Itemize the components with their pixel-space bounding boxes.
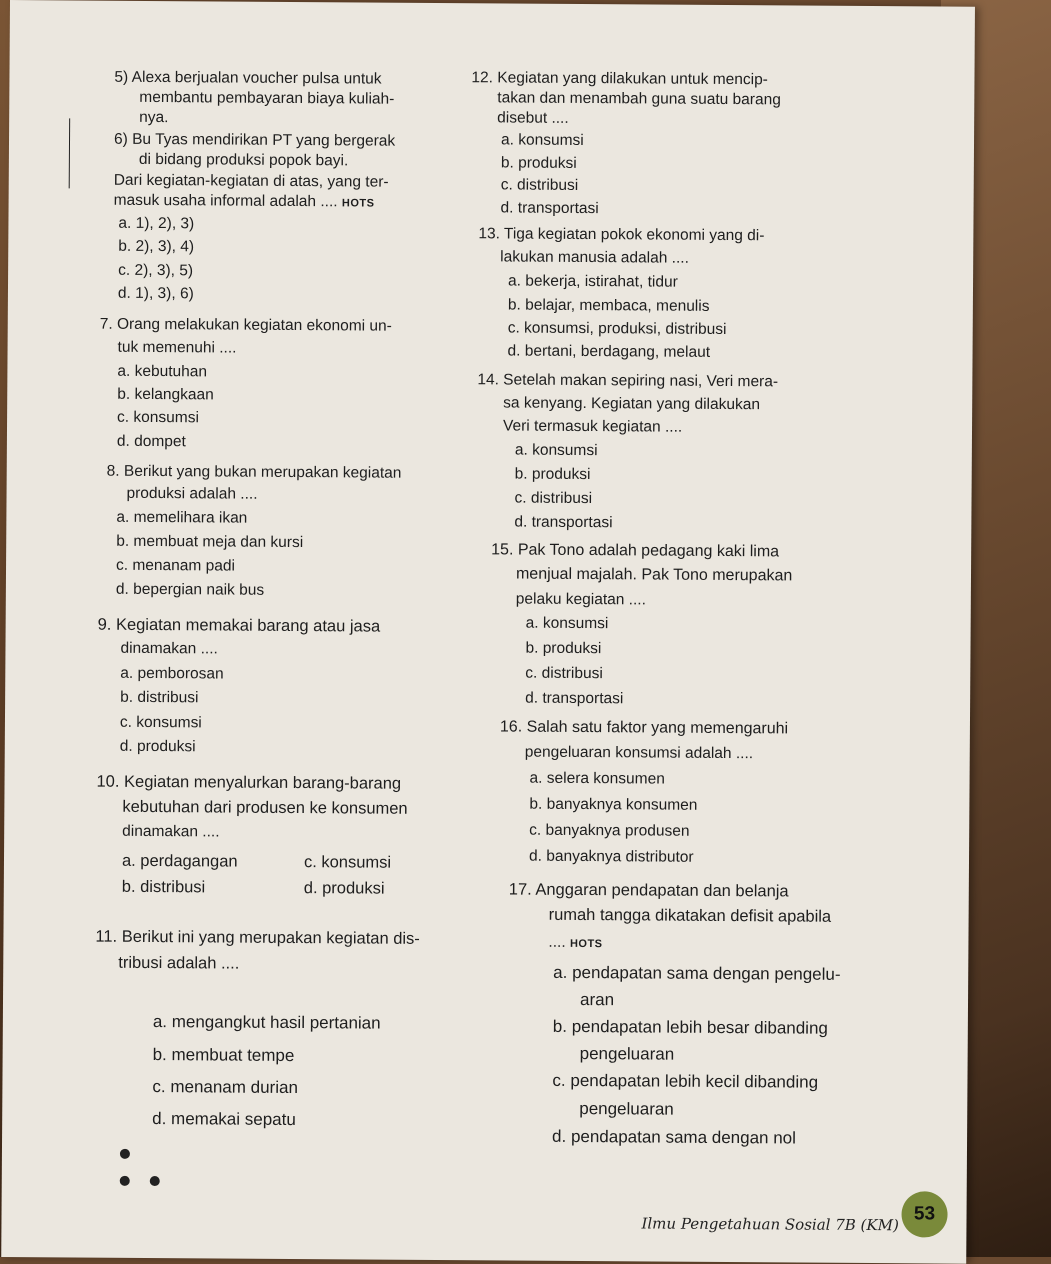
q9-option-b: b. distribusi [120,688,199,707]
q6-option-b: b. 2), 3), 4) [118,237,195,256]
q10-option-d: d. produksi [303,879,385,898]
q15-option-a: a. konsumsi [525,614,609,633]
q17-option-d: d. pendapatan sama dengan nol [552,1126,797,1148]
q17-line [548,934,602,953]
q12-line: 12. Kegiatan yang dilakukan untuk mencip- [471,69,768,89]
q13-option-c: c. konsumsi, produksi, distribusi [507,319,727,339]
q11-option-b: b. membuat tempe [152,1045,295,1066]
q8-line: produksi adalah .... [126,484,258,503]
q17-option-c-cont: pengeluaran [579,1099,674,1119]
q15-line: pelaku kegiatan .... [515,590,647,609]
q14-option-c: c. distribusi [514,489,593,508]
q13-line: lakukan manusia adalah .... [500,248,689,267]
q9-option-d: d. produksi [119,737,196,756]
q11-option-c: c. menanam durian [152,1077,299,1098]
q8-option-c: c. menanam padi [115,556,236,575]
q11-option-d: d. memakai sepatu [152,1109,296,1130]
q7-line: 7. Orang melakukan kegiatan ekonomi un- [99,315,392,335]
q14-option-a: a. konsumsi [514,441,598,460]
q12-option-b: b. produksi [500,154,577,172]
q6-option-d: d. 1), 3), 6) [117,284,194,303]
q11-line: 11. Berikut ini yang merupakan kegiatan dis- [95,927,420,948]
q16-option-c: c. banyaknya produsen [529,821,690,840]
q5-line: 5) Alexa berjualan voucher pulsa untuk [114,68,382,88]
q6-option-c: c. 2), 3), 5) [118,261,194,280]
q16-option-b: b. banyaknya konsumen [529,795,698,814]
q6-line-text: masuk usaha informal adalah .... [113,191,338,211]
q16-line: pengeluaran konsumsi adalah .... [524,743,754,763]
book-title: Ilmu Pengetahuan Sosial 7B (KM) [641,1214,899,1235]
q10-option-b: b. distribusi [121,877,206,897]
q14-line: Veri termasuk kegiatan .... [502,417,683,436]
q17-line: rumah tangga dikatakan defisit apabila [548,905,832,926]
q9-line: dinamakan .... [120,639,218,658]
q15-option-b: b. produksi [525,639,602,658]
bullet-dot [120,1149,130,1159]
q8-line: 8. Berikut yang bukan merupakan kegiatan [106,462,402,482]
hots-badge: HOTS [341,197,375,210]
hots-badge: HOTS [569,937,603,951]
q12-line: takan dan menambah guna suatu barang [497,89,781,109]
q12-option-c: c. distribusi [500,176,579,194]
q15-line: menjual majalah. Pak Tono merupakan [515,565,793,585]
q14-option-b: b. produksi [514,465,591,484]
q13-option-a: a. bekerja, istirahat, tidur [507,272,678,291]
q15-option-d: d. transportasi [525,689,624,708]
q16-option-a: a. selera konsumen [529,769,665,788]
q6-line: 6) Bu Tyas mendirikan PT yang bergerak [113,130,396,150]
q7-option-b: b. kelangkaan [117,385,214,404]
page-number: 53 [901,1191,947,1237]
bullet-dot [120,1176,130,1186]
q17-line-text: .... [548,933,566,951]
q13-option-b: b. belajar, membaca, menulis [507,296,710,315]
q14-line: sa kenyang. Kegiatan yang dilakukan [503,394,761,414]
q12-option-a: a. konsumsi [500,131,584,150]
q17-option-c: c. pendapatan lebih kecil dibanding [552,1070,819,1092]
q12-line: disebut .... [497,109,569,127]
q10-line: 10. Kegiatan menyalurkan barang-barang [96,772,402,793]
q17-option-a-cont: aran [579,990,615,1010]
q11-option-a: a. mengangkut hasil pertanian [152,1012,381,1033]
q11-line: tribusi adalah .... [118,953,240,973]
q8-option-a: a. memelihara ikan [116,508,248,527]
q9-option-c: c. konsumsi [119,713,202,732]
q6-line: Dari kegiatan-kegiatan di atas, yang ter- [113,171,389,191]
q17-option-b: b. pendapatan lebih besar dibanding [552,1016,828,1038]
q8-option-d: d. bepergian naik bus [115,580,265,599]
q10-option-a: a. perdagangan [121,851,238,871]
q6-line [114,192,375,213]
q14-line: 14. Setelah makan sepiring nasi, Veri mera- [477,371,779,391]
q10-line: kebutuhan dari produsen ke konsumen [122,797,408,818]
q5-line: membantu pembayaran biaya kuliah- [139,88,395,108]
q12-option-d: d. transportasi [500,199,599,218]
q7-option-d: d. dompet [116,432,186,451]
q13-option-d: d. bertani, berdagang, melaut [507,342,711,361]
bullet-dot [150,1176,160,1186]
q9-line: 9. Kegiatan memakai barang atau jasa [97,615,381,636]
q16-line: 16. Salah satu faktor yang memengaruhi [499,718,789,738]
q14-option-d: d. transportasi [514,513,613,532]
q17-option-b-cont: pengeluaran [579,1044,675,1064]
q17-line: 17. Anggaran pendapatan dan belanja [508,880,789,901]
q7-option-a: a. kebutuhan [117,362,208,381]
q8-option-b: b. membuat meja dan kursi [116,532,304,552]
q7-option-c: c. konsumsi [117,408,199,427]
q6-line: di bidang produksi popok bayi. [138,150,349,170]
q5-line: nya. [139,108,169,127]
q10-line: dinamakan .... [122,822,220,841]
q9-option-a: a. pemborosan [120,664,224,683]
q7-line: tuk memenuhi .... [117,338,237,357]
q13-line: 13. Tiga kegiatan pokok ekonomi yang di- [478,225,765,245]
q17-option-a: a. pendapatan sama dengan pengelu- [553,962,841,984]
q6-option-a: a. 1), 2), 3) [118,214,195,233]
q16-option-d: d. banyaknya distributor [528,847,694,866]
textbook-page [1,0,975,1264]
q15-line: 15. Pak Tono adalah pedagang kaki lima [491,541,780,561]
margin-mark [69,118,70,188]
q15-option-c: c. distribusi [525,664,603,683]
q10-option-c: c. konsumsi [303,853,392,872]
